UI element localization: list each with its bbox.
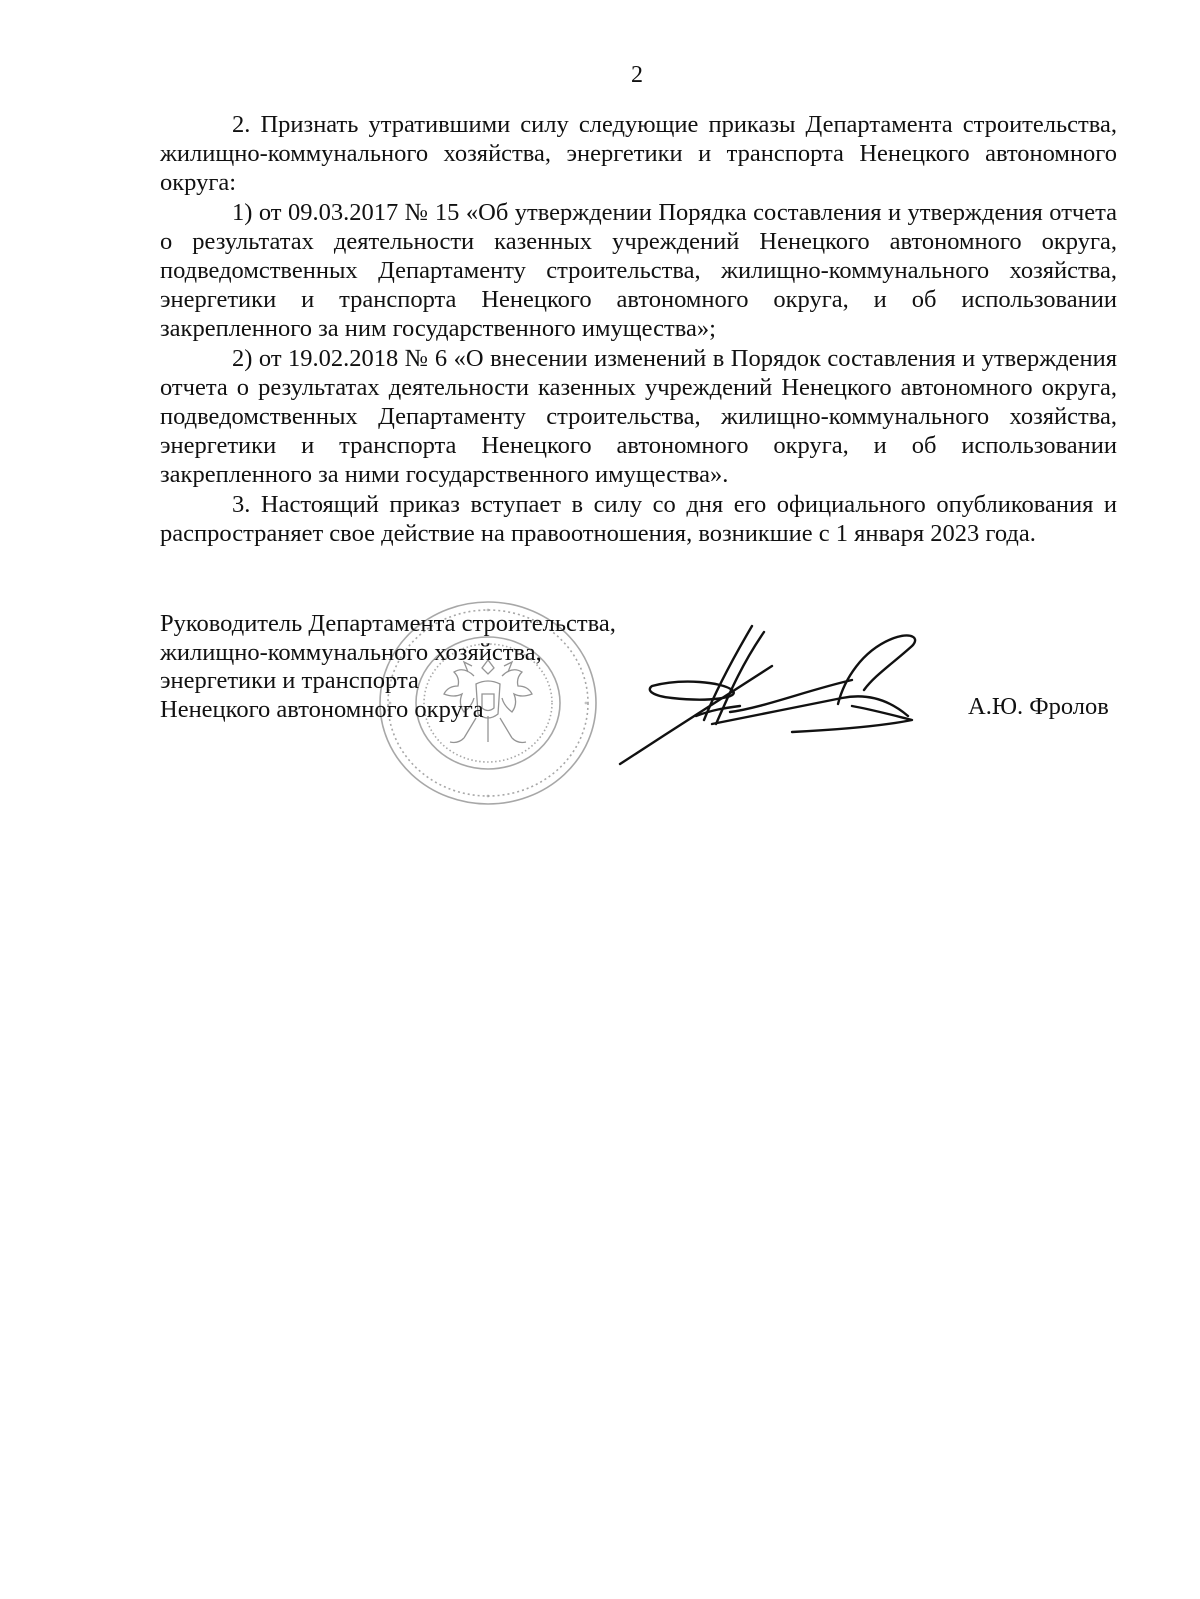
handwritten-signature-icon [612,620,924,768]
signatory-title-line: жилищно-коммунального хозяйства, [160,638,542,666]
paragraph-item-3: 3. Настоящий приказ вступает в силу со дня его официального опубликования и распространяет свое действие на правоотношения, возникшие с 1 января 2023 года. [160,490,1117,547]
signatory-title-line: Руководитель Департамента строительства, [160,610,616,637]
signatory-title-line: Ненецкого автономного округа [160,695,484,723]
paragraph-subitem-1: 1) от 09.03.2017 № 15 «Об утверждении Порядка составления и утверждения отчета о результатах деятельности казенных учреждений Ненецкого автономного округа, подведомственных Департаменту строительства, жилищно-коммунального хозяйства, энергетики и транспорта Ненецкого автономного округа, и об использовании закрепленного за ним государственного имущества»; [160,198,1117,343]
signatory-title-line: энергетики и транспорта [160,667,419,694]
paragraph-item-2: 2. Признать утратившими силу следующие приказы Департамента строительства, жилищно-коммунального хозяйства, энергетики и транспорта Ненецкого автономного округа: [160,111,1117,197]
signatory-title [160,610,616,724]
page-number: 2 [631,62,643,88]
paragraph-subitem-2: 2) от 19.02.2018 № 6 «О внесении изменений в Порядок составления и утверждения отчета о результатах деятельности казенных учреждений Ненецкого автономного округа, подведомственных Департаменту строительства, жилищно-коммунального хозяйства, энергетики и транспорта Ненецкого автономного округа, и об использовании закрепленного за ними государственного имущества». [160,344,1117,489]
signer-name: А.Ю. Фролов [968,693,1109,720]
